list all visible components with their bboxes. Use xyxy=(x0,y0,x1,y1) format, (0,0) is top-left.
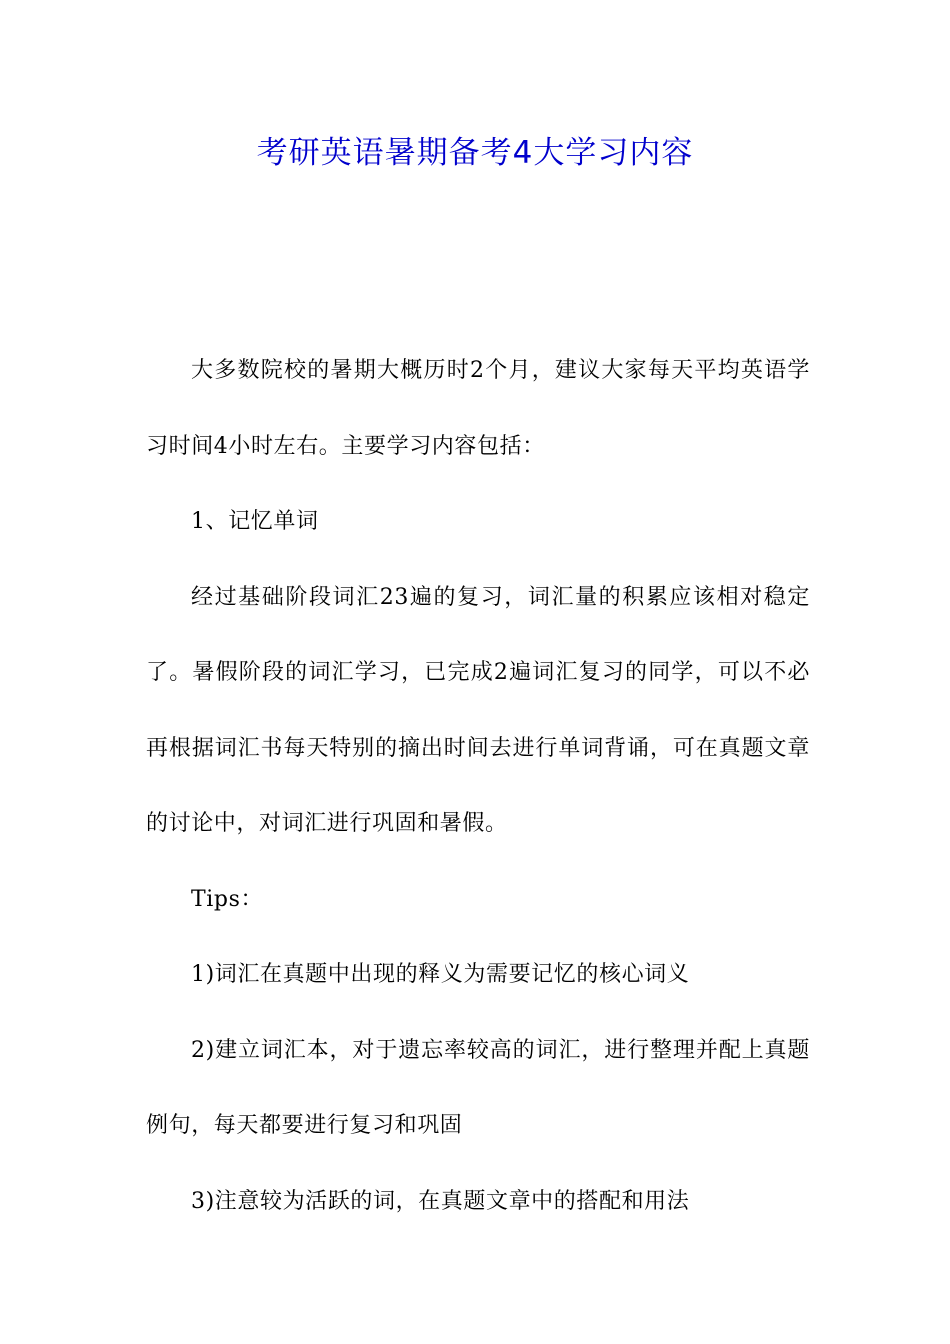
paragraph-vocabulary: 经过基础阶段词汇23遍的复习，词汇量的积累应该相对稳定了。暑假阶段的词汇学习，已完成2遍词汇复习的同学，可以不必再根据词汇书每天特别的摘出时间去进行单词背诵，可在真题文章的讨论中，对词汇进行巩固和暑假。 xyxy=(146,584,810,836)
document-body xyxy=(146,333,810,1239)
tip-item-3: 3)注意较为活跃的词，在真题文章中的搭配和用法 xyxy=(191,1188,690,1214)
tip-item-1: 1)词汇在真题中出现的释义为需要记忆的核心词义 xyxy=(191,962,690,987)
tip-item-2: 2)建立词汇本，对于遗忘率较高的词汇，进行整理并配上真题例句，每天都要进行复习和巩固 xyxy=(146,1037,810,1138)
document-title: 考研英语暑期备考4大学习内容 xyxy=(256,135,694,171)
tips-heading: Tips： xyxy=(191,886,264,912)
section-heading-memorize-words: 1、记忆单词 xyxy=(191,509,319,534)
paragraph-intro: 大多数院校的暑期大概历时2个月，建议大家每天平均英语学习时间4小时左右。主要学习内容包括： xyxy=(146,358,810,459)
